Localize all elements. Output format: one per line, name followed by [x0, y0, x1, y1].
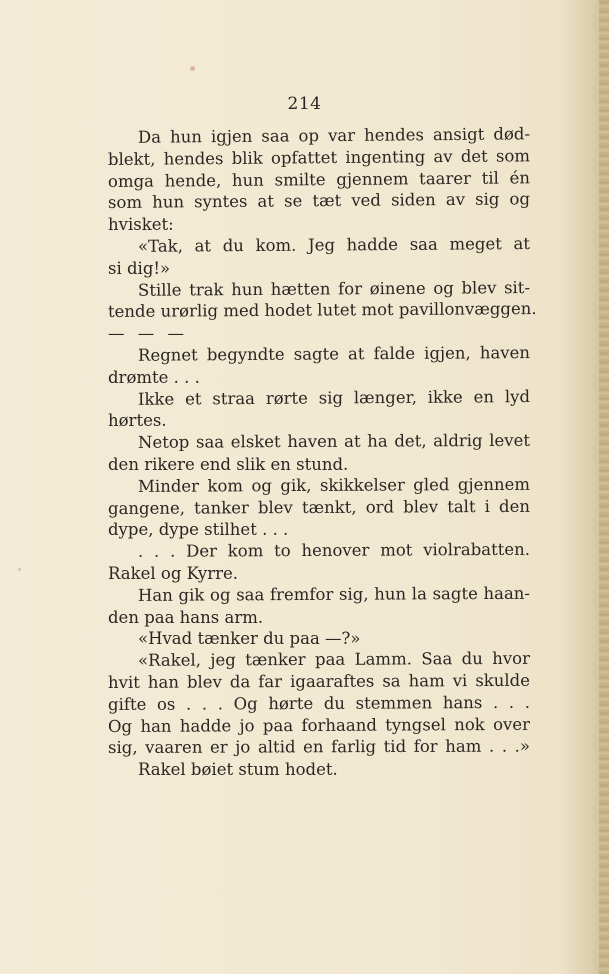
text-line: Rakel og Kyrre.: [108, 563, 239, 583]
text-line: hvisket:: [108, 215, 174, 235]
text-line: Rakel bøiet stum hodet.: [138, 760, 338, 780]
text-line: omga hende, hun smilte gjennem taarer til én: [107, 167, 531, 191]
text-line: . . . Der kom to henover mot violrabatten.: [137, 539, 531, 561]
text-line: sig, vaaren er jo altid en farlig tid for ham . . .»: [107, 736, 531, 758]
text-line: Ikke et straa rørte sig længer, ikke en lyd: [137, 386, 531, 409]
text-line: si dig!»: [108, 258, 171, 278]
text-line: Og han hadde jo paa forhaand tyngsel nok over: [107, 714, 531, 736]
paper-stain: [18, 568, 21, 571]
text-line: Han gik og saa fremfor sig, hun la sagte haan-: [137, 583, 531, 605]
text-line: Minder kom og gik, skikkelser gled gjennem: [137, 474, 531, 496]
text-line: den paa hans arm.: [108, 607, 264, 627]
page-edge: [599, 0, 609, 974]
body-text: [107, 124, 537, 781]
text-line: drømte . . .: [108, 367, 200, 387]
text-line: Regnet begyndte sagte at falde igjen, haven: [137, 343, 531, 365]
text-line: blekt, hendes blik opfattet ingenting av det som: [107, 146, 531, 169]
text-line: den rikere end slik en stund.: [108, 454, 349, 474]
text-line: dype, dype stilhet . . .: [108, 520, 289, 540]
text-line: hvit han blev da far igaaraftes sa ham vi skulde: [107, 670, 531, 692]
paper-stain: [190, 66, 195, 71]
text-line: «Tak, at du kom. Jeg hadde saa meget at: [137, 234, 531, 256]
text-line: tende urørlig med hodet lutet mot pavillonvæggen.: [107, 299, 537, 322]
text-line: gifte os . . . Og hørte du stemmen hans . . .: [107, 692, 531, 714]
text-line: Stille trak hun hætten for øinene og blev sit-: [137, 277, 531, 300]
text-line: «Rakel, jeg tænker paa Lamm. Saa du hvor: [137, 648, 531, 670]
section-separator: — — —: [108, 324, 188, 344]
text-line: gangene, tanker blev tænkt, ord blev talt i den: [107, 496, 531, 518]
text-line: «Hvad tænker du paa —?»: [138, 629, 361, 649]
text-line: som hun syntes at se tæt ved siden av sig og: [107, 189, 531, 213]
page-number: 214: [287, 94, 322, 114]
text-line: Da hun igjen saa op var hendes ansigt død-: [137, 124, 531, 147]
text-line: hørtes.: [108, 411, 167, 431]
text-line: Netop saa elsket haven at ha det, aldrig levet: [137, 430, 531, 452]
